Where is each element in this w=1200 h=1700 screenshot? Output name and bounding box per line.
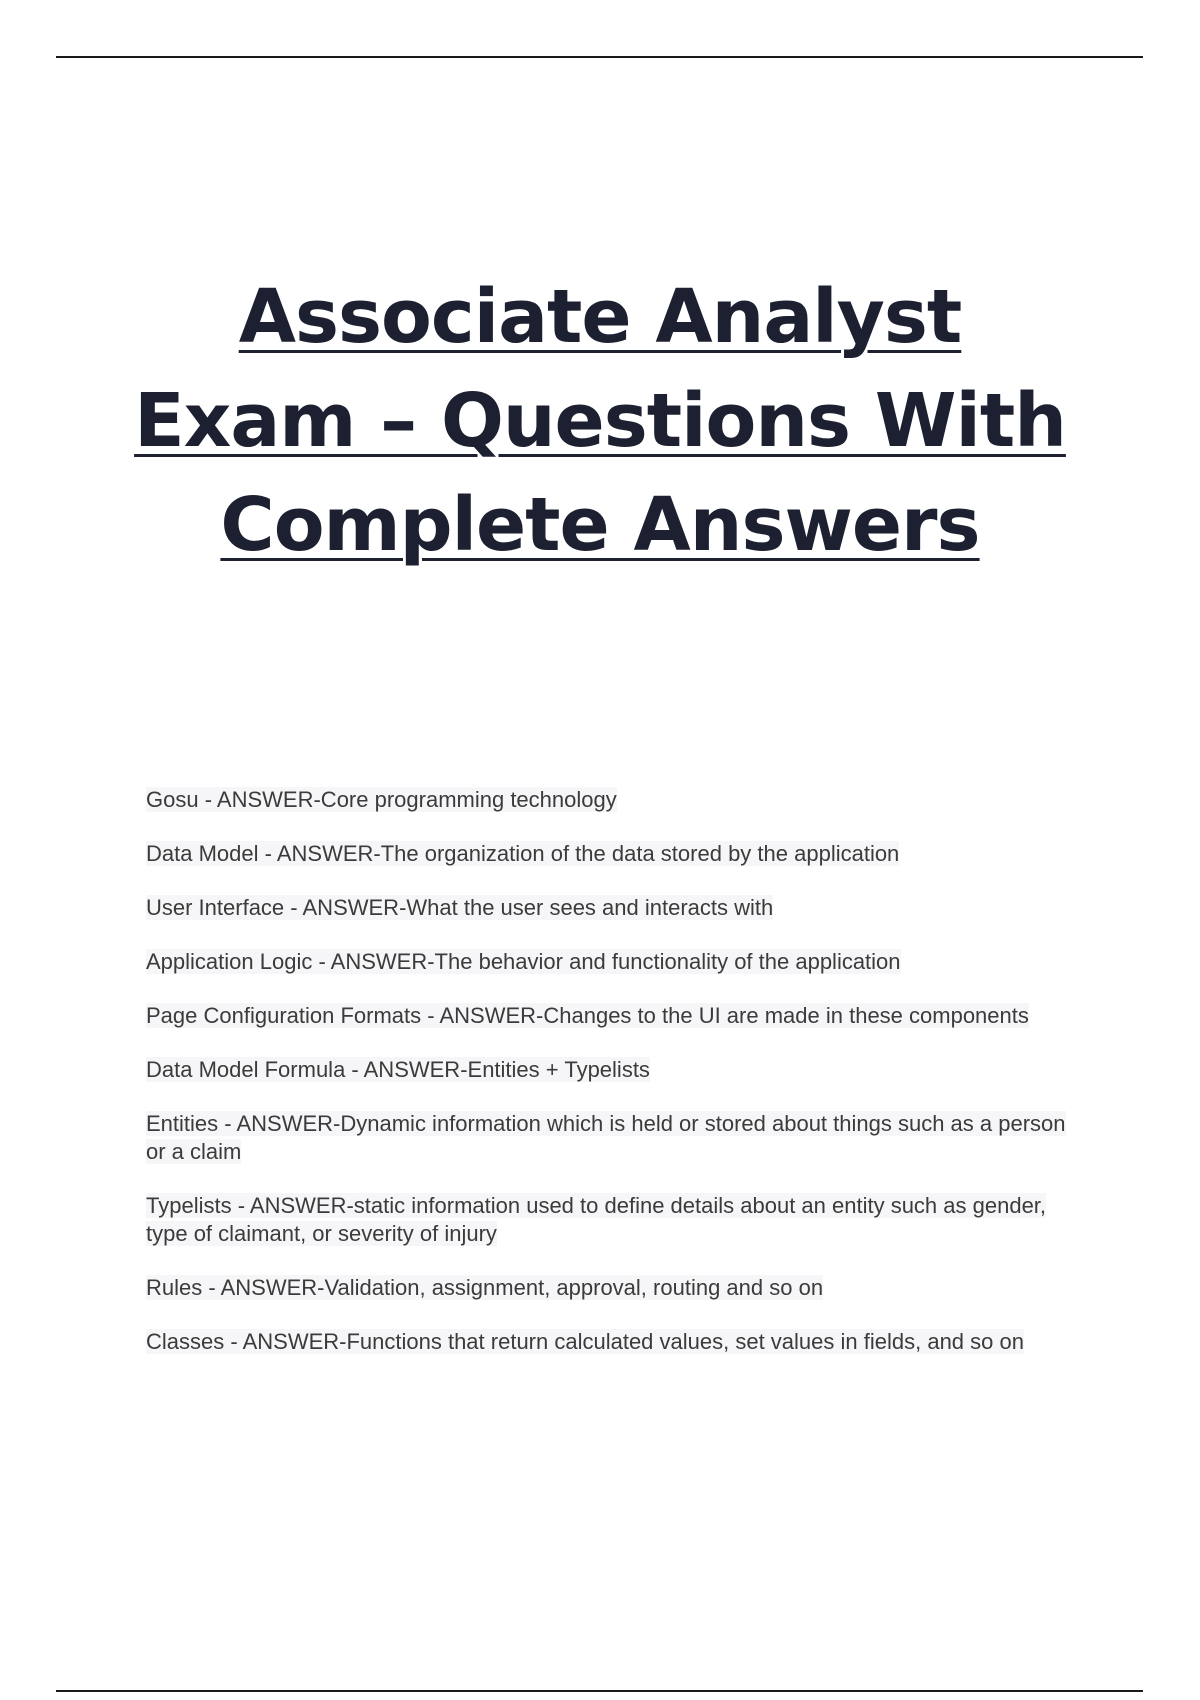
qa-item-gosu: Gosu - ANSWER-Core programming technology <box>146 787 617 812</box>
title-line-1: Associate Analyst <box>238 274 962 360</box>
top-rule <box>56 56 1143 58</box>
bottom-rule <box>56 1690 1143 1692</box>
qa-item-application-logic: Application Logic - ANSWER-The behavior and functionality of the application <box>146 949 901 974</box>
qa-item-entities: Entities - ANSWER-Dynamic information which is held or stored about things such as a person or a claim <box>146 1111 1066 1164</box>
qa-item-user-interface: User Interface - ANSWER-What the user sees and interacts with <box>146 895 774 920</box>
qa-item-classes: Classes - ANSWER-Functions that return calculated values, set values in fields, and so on <box>146 1329 1024 1354</box>
qa-item-typelists: Typelists - ANSWER-static information used to define details about an entity such as gender, type of claimant, or severity of injury <box>146 1193 1047 1246</box>
qa-item-page-configuration-formats: Page Configuration Formats - ANSWER-Changes to the UI are made in these components <box>146 1003 1029 1028</box>
qa-item-data-model-formula: Data Model Formula - ANSWER-Entities + Typelists <box>146 1057 650 1082</box>
title-line-3: Complete Answers <box>220 482 980 568</box>
qa-item-rules: Rules - ANSWER-Validation, assignment, approval, routing and so on <box>146 1275 824 1300</box>
qa-item-data-model: Data Model - ANSWER-The organization of the data stored by the application <box>146 841 900 866</box>
title-line-2: Exam – Questions With <box>134 378 1066 464</box>
qa-list <box>146 786 1086 1382</box>
document-title <box>0 265 1200 577</box>
